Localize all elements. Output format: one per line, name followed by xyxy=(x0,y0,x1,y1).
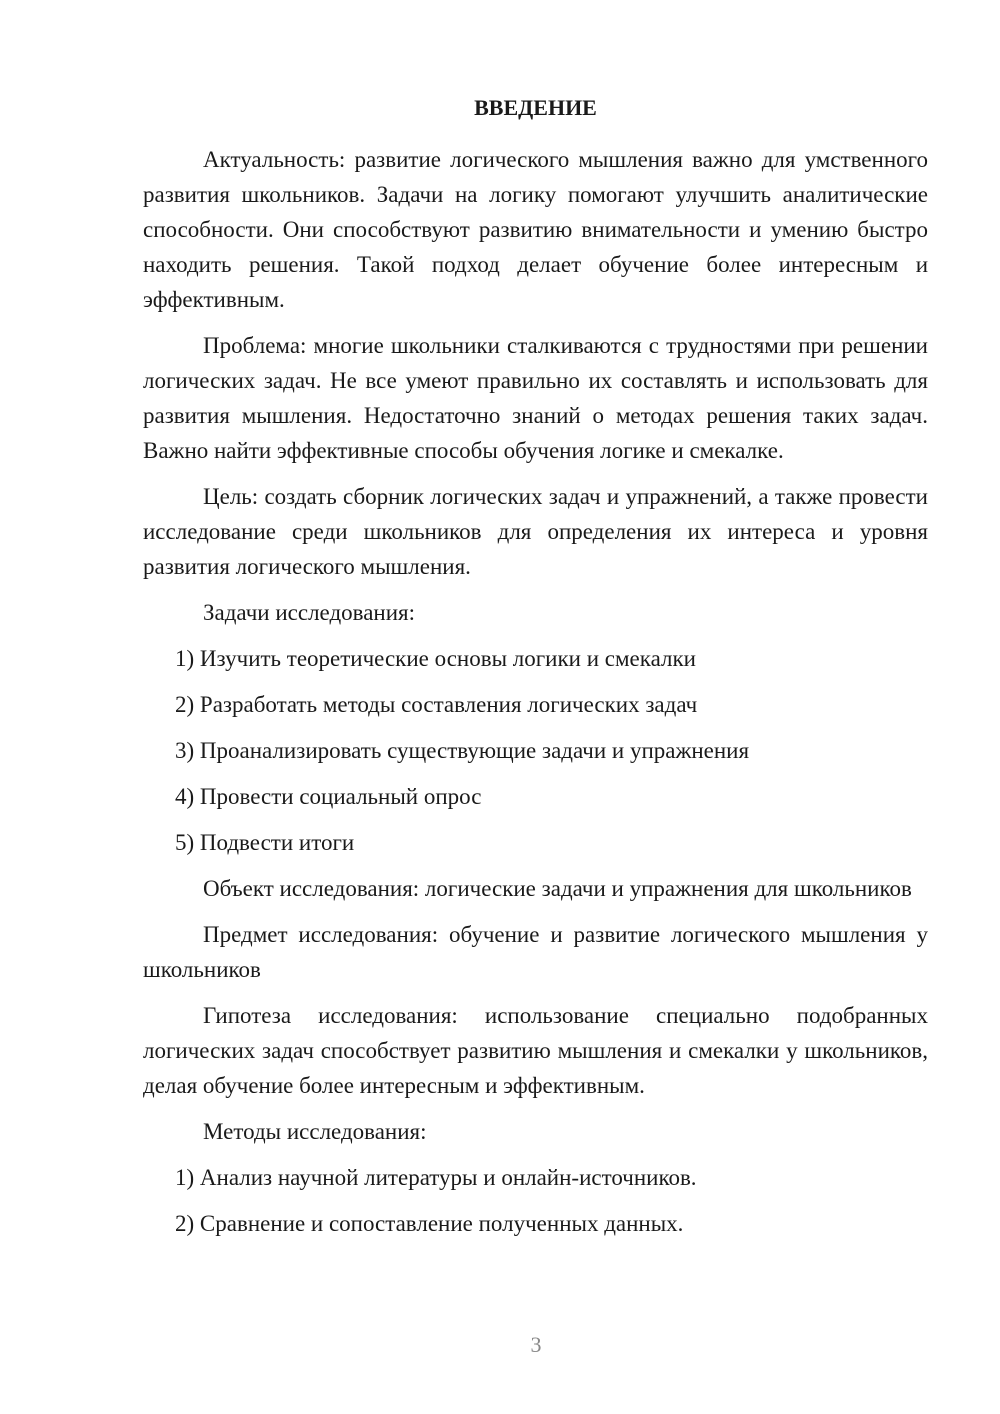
methods-heading: Методы исследования: xyxy=(203,1119,427,1144)
method-item: 2) Сравнение и сопоставление полученных данных. xyxy=(175,1211,684,1236)
method-item: 1) Анализ научной литературы и онлайн-источников. xyxy=(175,1165,697,1190)
subject-paragraph: Предмет исследования: обучение и развитие логического мышления у школьников xyxy=(143,922,928,982)
problem-paragraph: Проблема: многие школьники сталкиваются с трудностями при решении логических задач. Не все умеют правильно их составлять и использовать для развития мышления. Недостаточно знаний о методах решения таких задач. Важно найти эффективные способы обучения логике и смекалке. xyxy=(143,333,928,463)
page-number: 3 xyxy=(530,1332,542,1357)
task-item: 4) Провести социальный опрос xyxy=(175,784,482,809)
relevance-paragraph: Актуальность: развитие логического мышления важно для умственного развития школьников. Задачи на логику помогают улучшить аналитические способности. Они способствуют развитию внимательности и умению быстро находить решения. Такой подход делает обучение более интересным и эффективным. xyxy=(143,147,928,312)
goal-paragraph: Цель: создать сборник логических задач и упражнений, а также провести исследование среди школьников для определения их интереса и уровня развития логического мышления. xyxy=(143,484,928,579)
page-content xyxy=(143,92,928,1252)
task-item: 3) Проанализировать существующие задачи и упражнения xyxy=(175,738,750,763)
hypothesis-paragraph: Гипотеза исследования: использование специально подобранных логических задач способствует развитию мышления и смекалки у школьников, делая обучение более интересным и эффективным. xyxy=(143,1003,928,1098)
task-item: 2) Разработать методы составления логических задач xyxy=(175,692,698,717)
task-item: 1) Изучить теоретические основы логики и смекалки xyxy=(175,646,696,671)
tasks-heading: Задачи исследования: xyxy=(203,600,416,625)
task-item: 5) Подвести итоги xyxy=(175,830,355,855)
object-paragraph: Объект исследования: логические задачи и упражнения для школьников xyxy=(203,876,912,901)
section-title: ВВЕДЕНИЕ xyxy=(474,95,597,120)
